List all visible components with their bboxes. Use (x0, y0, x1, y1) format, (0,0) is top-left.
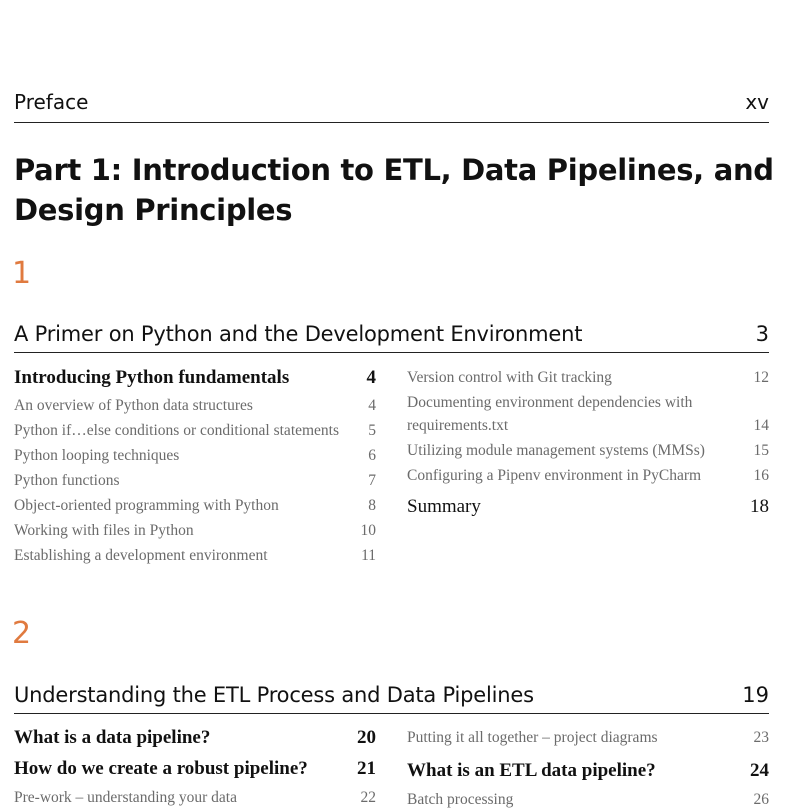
preface-entry[interactable] (14, 90, 769, 123)
toc-entry-title: Working with files in Python (14, 522, 194, 539)
toc-entry-title: What is an ETL data pipeline? (407, 760, 656, 781)
toc-entry-title: Python if…else conditions or conditional statements (14, 422, 340, 439)
toc-section-entry[interactable] (407, 493, 769, 521)
toc-entry-title: Version control with Git tracking (407, 369, 612, 386)
toc-entry-page: 23 (753, 729, 769, 746)
chapter-1-right-column (407, 366, 769, 521)
toc-entry-title: Introducing Python fundamentals (14, 367, 290, 388)
part-title: Part 1: Introduction to ETL, Data Pipelines, and Design Principles (14, 153, 774, 227)
toc-entry-title: How do we create a robust pipeline? (14, 758, 308, 779)
toc-subsection-entry[interactable] (14, 419, 376, 442)
chapter-1-left-column (14, 364, 376, 567)
chapter-2-left-column (14, 724, 376, 809)
toc-section-entry[interactable] (14, 364, 376, 392)
toc-entry-page: 10 (360, 522, 376, 539)
toc-entry-page: 22 (360, 789, 376, 806)
toc-entry-page: 24 (750, 760, 769, 781)
chapter-number: 2 (12, 616, 32, 651)
chapter-2-right-column (407, 726, 769, 811)
toc-entry-title: Batch processing (407, 791, 514, 808)
toc-entry-title: Establishing a development environment (14, 547, 268, 564)
toc-entry-title: Python functions (14, 472, 120, 489)
toc-subsection-entry[interactable] (407, 391, 769, 437)
toc-subsection-entry[interactable] (14, 494, 376, 517)
toc-entry-page: 5 (368, 422, 376, 439)
toc-entry-title: Utilizing module management systems (MMSs) (407, 442, 705, 459)
toc-entry-page: 6 (368, 447, 376, 464)
toc-entry-page: 15 (753, 442, 769, 459)
toc-subsection-entry[interactable] (407, 726, 769, 749)
toc-entry-title: Object-oriented programming with Python (14, 497, 279, 514)
preface-title: Preface (14, 90, 89, 114)
toc-entry-page: 21 (357, 758, 376, 779)
toc-entry-page: 12 (753, 369, 769, 386)
toc-entry-page: 16 (753, 467, 769, 484)
toc-entry-title: What is a data pipeline? (14, 727, 211, 748)
toc-subsection-entry[interactable] (14, 544, 376, 567)
toc-entry-page: 4 (368, 397, 376, 414)
toc-entry-title: Pre-work – understanding your data (14, 789, 237, 806)
toc-section-entry[interactable] (14, 724, 376, 752)
toc-entry-page: 14 (753, 417, 769, 434)
toc-subsection-entry[interactable] (14, 394, 376, 417)
chapter-title: A Primer on Python and the Development Environment (14, 322, 583, 346)
toc-entry-title: An overview of Python data structures (14, 397, 253, 414)
toc-entry-page: 18 (750, 496, 769, 517)
chapter-page-number: 3 (755, 322, 769, 346)
toc-entry-title: Summary (407, 496, 481, 517)
toc-subsection-entry[interactable] (14, 786, 376, 809)
preface-page-number: xv (745, 90, 769, 114)
toc-section-entry[interactable] (407, 757, 769, 785)
toc-subsection-entry[interactable] (407, 439, 769, 462)
toc-entry-page: 4 (366, 367, 376, 388)
toc-entry-page: 8 (368, 497, 376, 514)
chapter-heading[interactable] (14, 322, 769, 353)
toc-entry-title: Putting it all together – project diagrams (407, 729, 658, 746)
toc-subsection-entry[interactable] (407, 366, 769, 389)
toc-entry-title: Python looping techniques (14, 447, 180, 464)
toc-entry-page: 26 (753, 791, 769, 808)
chapter-title: Understanding the ETL Process and Data Pipelines (14, 683, 534, 707)
chapter-number: 1 (12, 256, 32, 291)
toc-entry-page: 7 (368, 472, 376, 489)
toc-subsection-entry[interactable] (14, 444, 376, 467)
toc-entry-title: Documenting environment dependencies with requirements.txt (407, 394, 693, 434)
chapter-heading[interactable] (14, 683, 769, 714)
toc-entry-page: 11 (361, 547, 376, 564)
toc-subsection-entry[interactable] (14, 469, 376, 492)
toc-section-entry[interactable] (14, 755, 376, 783)
toc-subsection-entry[interactable] (14, 519, 376, 542)
chapter-page-number: 19 (742, 683, 769, 707)
toc-subsection-entry[interactable] (407, 464, 769, 487)
toc-entry-title: Configuring a Pipenv environment in PyCharm (407, 467, 702, 484)
toc-entry-page: 20 (357, 727, 376, 748)
